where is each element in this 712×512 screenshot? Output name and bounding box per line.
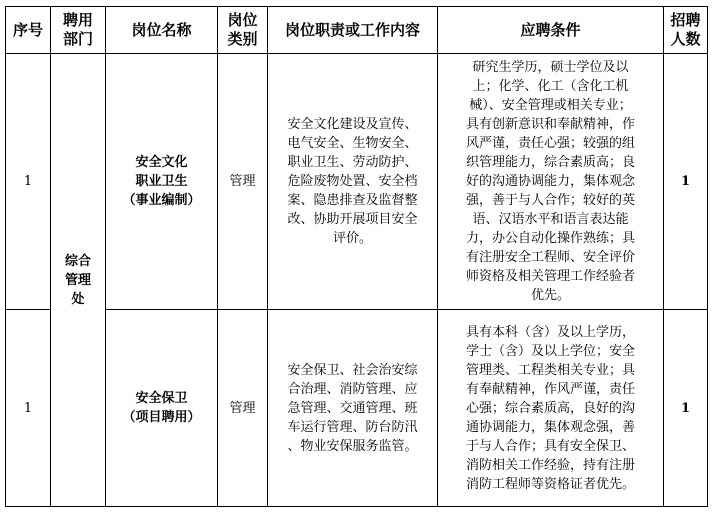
header-category: 岗位 类别: [218, 7, 268, 54]
row-seq: 1: [6, 310, 51, 507]
header-count: 招聘 人数: [664, 7, 708, 54]
row-position: 安全文化 职业卫生 （事业编制）: [106, 54, 218, 310]
header-position: 岗位名称: [106, 7, 218, 54]
row-count: 1: [664, 310, 708, 507]
row-position: 安全保卫 （项目聘用）: [106, 310, 218, 507]
table-row: [6, 310, 708, 507]
header-dept: 聘用 部门: [51, 7, 106, 54]
row-duties: 安全文化建设及宣传、 电气安全、生物安全、 职业卫生、劳动防护、 危险废物处置、安全档 案、隐患排查及监督整 改、协助开展项目安全 评价。: [268, 54, 438, 310]
row-seq: 1: [6, 54, 51, 310]
header-requirements: 应聘条件: [438, 7, 664, 54]
row-requirements: 研究生学历，硕士学位及以 上；化学、化工（含化工机 械）、安全管理或相关专业； 具有创新意识和奉献精神，作 风严谨，责任心强；较强的组 织管理能力，综合素质高；良 好的沟通协调能力，集体观念 强，善于与人合作；较好的英 语、汉语水平和语言表达能 力，办公自动化操作熟练；具 有注册安全工程师、安全评价 师资格及相关管理工作经验者 优先。: [438, 54, 664, 310]
table-row: [6, 54, 708, 310]
row-count: 1: [664, 54, 708, 310]
department-cell: 综合 管理 处: [51, 54, 106, 507]
row-requirements: 具有本科（含）及以上学历， 学士（含）及以上学位；安全 管理类、工程类相关专业；具 有奉献精神，作风严谨，责任 心强；综合素质高，良好的沟 通协调能力，集体观念强，善 于与人合作；具有安全保卫、 消防相关工作经验，持有注册 消防工程师等资格证者优先。: [438, 310, 664, 507]
header-duties: 岗位职责或工作内容: [268, 7, 438, 54]
row-duties: 安全保卫、社会治安综 合治理、消防管理、应 急管理、交通管理、班 车运行管理、防台防汛 、物业安保服务监管。: [268, 310, 438, 507]
row-category: 管理: [218, 310, 268, 507]
recruitment-table: [5, 6, 708, 507]
row-category: 管理: [218, 54, 268, 310]
header-seq: 序号: [6, 7, 51, 54]
table-header-row: [6, 7, 708, 54]
